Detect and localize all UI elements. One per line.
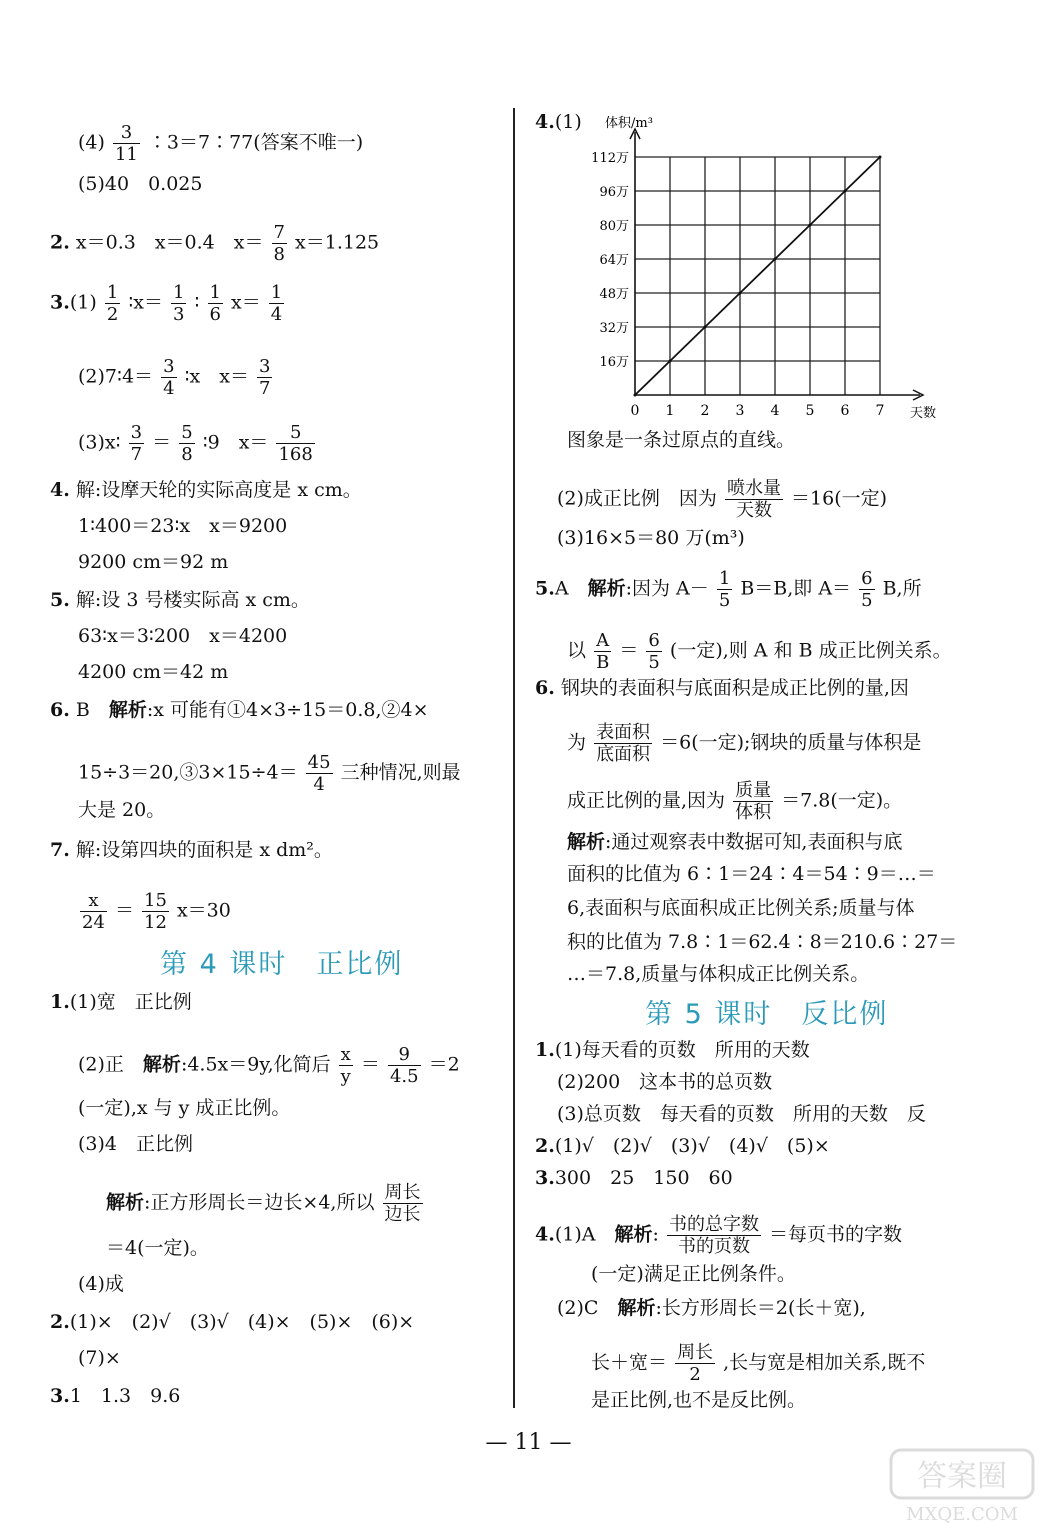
x-axis-label: 天数 (910, 406, 937, 421)
answer-line: 长＋宽＝ $\frac{\text{周长}}{2}$ ,长与宽是相加关系,既不 (591, 1342, 926, 1385)
answer-q3-3: (3)x∶ $\frac{3}{7}$ ＝ $\frac{5}{8}$ ∶9 x＝ $\frac{5}{168}$ (78, 422, 313, 465)
answer-line: 6,表面积与底面积成正比例关系;质量与体 (567, 897, 915, 919)
answer-q3-1: 3.(1) $\frac{1}{2}$ ∶x＝ $\frac{1}{3}$ ∶ $\frac{1}{6}$ x＝ $\frac{1}{4}$ (50, 282, 283, 325)
data-point (879, 156, 882, 159)
answer-line: (2)正 解析:4.5x＝9y,化简后 $\frac{x}{y}$ ＝ $\frac{9}{4.5}$ ＝2 (78, 1044, 460, 1087)
answer-q4: 4. 解:设摩天轮的实际高度是 x cm。 (50, 479, 362, 501)
watermark-text: 答案圈 (917, 1459, 1007, 1494)
answer-q2: 2. x＝0.3 x＝0.4 x＝ $\frac{7}{8}$ x＝1.125 (50, 222, 380, 265)
answer-line: 63∶x＝3∶200 x＝4200 (78, 625, 288, 647)
answer-s5-q2: 2.(1)√ (2)√ (3)√ (4)√ (5)× (535, 1135, 830, 1157)
x-tick-label: 6 (840, 403, 850, 419)
answer-line: (7)× (78, 1347, 121, 1369)
y-tick-label: 32万 (599, 321, 629, 336)
answer-s5-q4: 4.(1)A 解析: $\frac{\text{书的总字数}}{\text{书的页数}}$ ＝每页书的字数 (535, 1214, 903, 1257)
page-number: — 11 — (485, 1430, 572, 1455)
x-tick-label: 1 (665, 403, 675, 419)
data-point (809, 224, 812, 227)
answer-line: ＝4(一定)。 (106, 1237, 209, 1259)
answer-line: (3)4 正比例 (78, 1133, 194, 1155)
answer-s4-q1: 1.(1)宽 正比例 (50, 991, 192, 1013)
chart-caption: 图象是一条过原点的直线。 (567, 429, 796, 451)
answer-line: (一定)满足正比例条件。 (591, 1263, 796, 1285)
answer-line: 以 $\frac{A}{B}$ ＝ $\frac{6}{5}$ (一定),则 A 和 B 成正比例关系。 (567, 630, 952, 673)
data-point (739, 292, 742, 295)
data-point (774, 258, 777, 261)
section-title: 第 5 课时 反比例 (645, 999, 889, 1030)
answer-line: 面积的比值为 6∶1＝24∶4＝54∶9＝…＝ (567, 863, 936, 885)
answer-line: 是正比例,也不是反比例。 (591, 1389, 807, 1411)
data-point (844, 190, 847, 193)
answer-q5: 5. 解:设 3 号楼实际高 x cm。 (50, 589, 310, 611)
x-tick-label: 3 (735, 403, 745, 419)
answer-line: 4200 cm＝42 m (78, 661, 229, 683)
answer-line: (2)200 这本书的总页数 (557, 1071, 773, 1093)
answer-line: 为 $\frac{\text{表面积}}{\text{底面积}}$ ＝6(一定);钢块的质量与体积是 (567, 722, 922, 765)
answer-line: 成正比例的量,因为 $\frac{\text{质量}}{\text{体积}}$ ＝7.8(一定)。 (567, 780, 903, 823)
y-tick-label: 64万 (599, 253, 629, 268)
answer-line: (2)C 解析:长方形周长＝2(长＋宽), (557, 1297, 866, 1319)
y-tick-label: 112万 (591, 151, 629, 166)
answer-line: (4)成 (78, 1273, 124, 1295)
answer-q6: 6. B 解析:x 可能有①4×3÷15＝0.8,②4× (50, 699, 429, 721)
y-axis-label: 体积/m³ (605, 116, 653, 131)
answer-q3-2: (2)7∶4＝ $\frac{3}{4}$ ∶x x＝ $\frac{3}{7}$ (78, 356, 271, 399)
answer-r-q5: 5.A 解析:因为 A－ $\frac{1}{5}$ B＝B,即 A＝ $\frac{6}{5}$ B,所 (535, 568, 922, 611)
answer-s5-q3: 3.300 25 150 60 (535, 1167, 733, 1189)
data-point (704, 326, 707, 329)
x-tick-label: 4 (770, 403, 780, 419)
answer-line: (2)成正比例 因为 $\frac{\text{喷水量}}{\text{天数}}$ ＝16(一定) (557, 478, 888, 521)
y-tick-label: 80万 (599, 219, 629, 234)
y-tick-label: 48万 (599, 287, 629, 302)
answer-line: 大是 20。 (78, 799, 166, 821)
answer-s4-q2: 2.(1)× (2)√ (3)√ (4)× (5)× (6)× (50, 1311, 415, 1333)
answer-line: (3)16×5＝80 万(m³) (557, 527, 745, 549)
x-tick-label: 5 (805, 403, 815, 419)
answer-line: …＝7.8,质量与体积成正比例关系。 (567, 963, 870, 985)
answer-line: 9200 cm＝92 m (78, 551, 229, 573)
line-chart (575, 108, 995, 423)
answer-line: (3)总页数 每天看的页数 所用的天数 反 (557, 1103, 926, 1125)
answer-s4-q3: 3.1 1.3 9.6 (50, 1385, 181, 1407)
y-tick-label: 96万 (599, 185, 629, 200)
section-title: 第 4 课时 正比例 (160, 949, 404, 980)
data-point (669, 360, 672, 363)
column-divider (513, 108, 515, 1408)
svg-text:MXQE.COM: MXQE.COM (906, 1504, 1018, 1525)
answer-line: (5)40 0.025 (78, 173, 203, 195)
answer-line: (4) $\frac{3}{11}$ ∶3＝7∶77(答案不唯一) (78, 122, 364, 165)
answer-r-q4: 4.(1) (535, 111, 582, 133)
x-tick-label: 7 (875, 403, 885, 419)
answer-line: 解析:通过观察表中数据可知,表面积与底 (567, 831, 903, 853)
answer-line: (一定),x 与 y 成正比例。 (78, 1097, 291, 1119)
answer-q7: 7. 解:设第四块的面积是 x dm²。 (50, 839, 333, 861)
answer-s5-q1: 1.(1)每天看的页数 所用的天数 (535, 1039, 810, 1061)
series-line (635, 157, 880, 395)
x-tick-label: 0 (630, 403, 640, 419)
watermark-logo (887, 1446, 1037, 1526)
y-tick-label: 16万 (599, 355, 629, 370)
x-tick-label: 2 (700, 403, 710, 419)
answer-r-q6: 6. 钢块的表面积与底面积是成正比例的量,因 (535, 677, 909, 699)
answer-line: 积的比值为 7.8∶1＝62.4∶8＝210.6∶27＝ (567, 931, 958, 953)
data-point (634, 394, 637, 397)
answer-line: 15÷3＝20,③3×15÷4＝ $\frac{45}{4}$ 三种情况,则最 (78, 752, 461, 795)
answer-line: 1∶400＝23∶x x＝9200 (78, 515, 288, 537)
answer-line: 解析:正方形周长＝边长×4,所以 $\frac{\text{周长}}{\text{边长}}$ (106, 1182, 421, 1225)
answer-line: $\frac{x}{24}$ ＝ $\frac{15}{12}$ x＝30 (82, 890, 231, 933)
